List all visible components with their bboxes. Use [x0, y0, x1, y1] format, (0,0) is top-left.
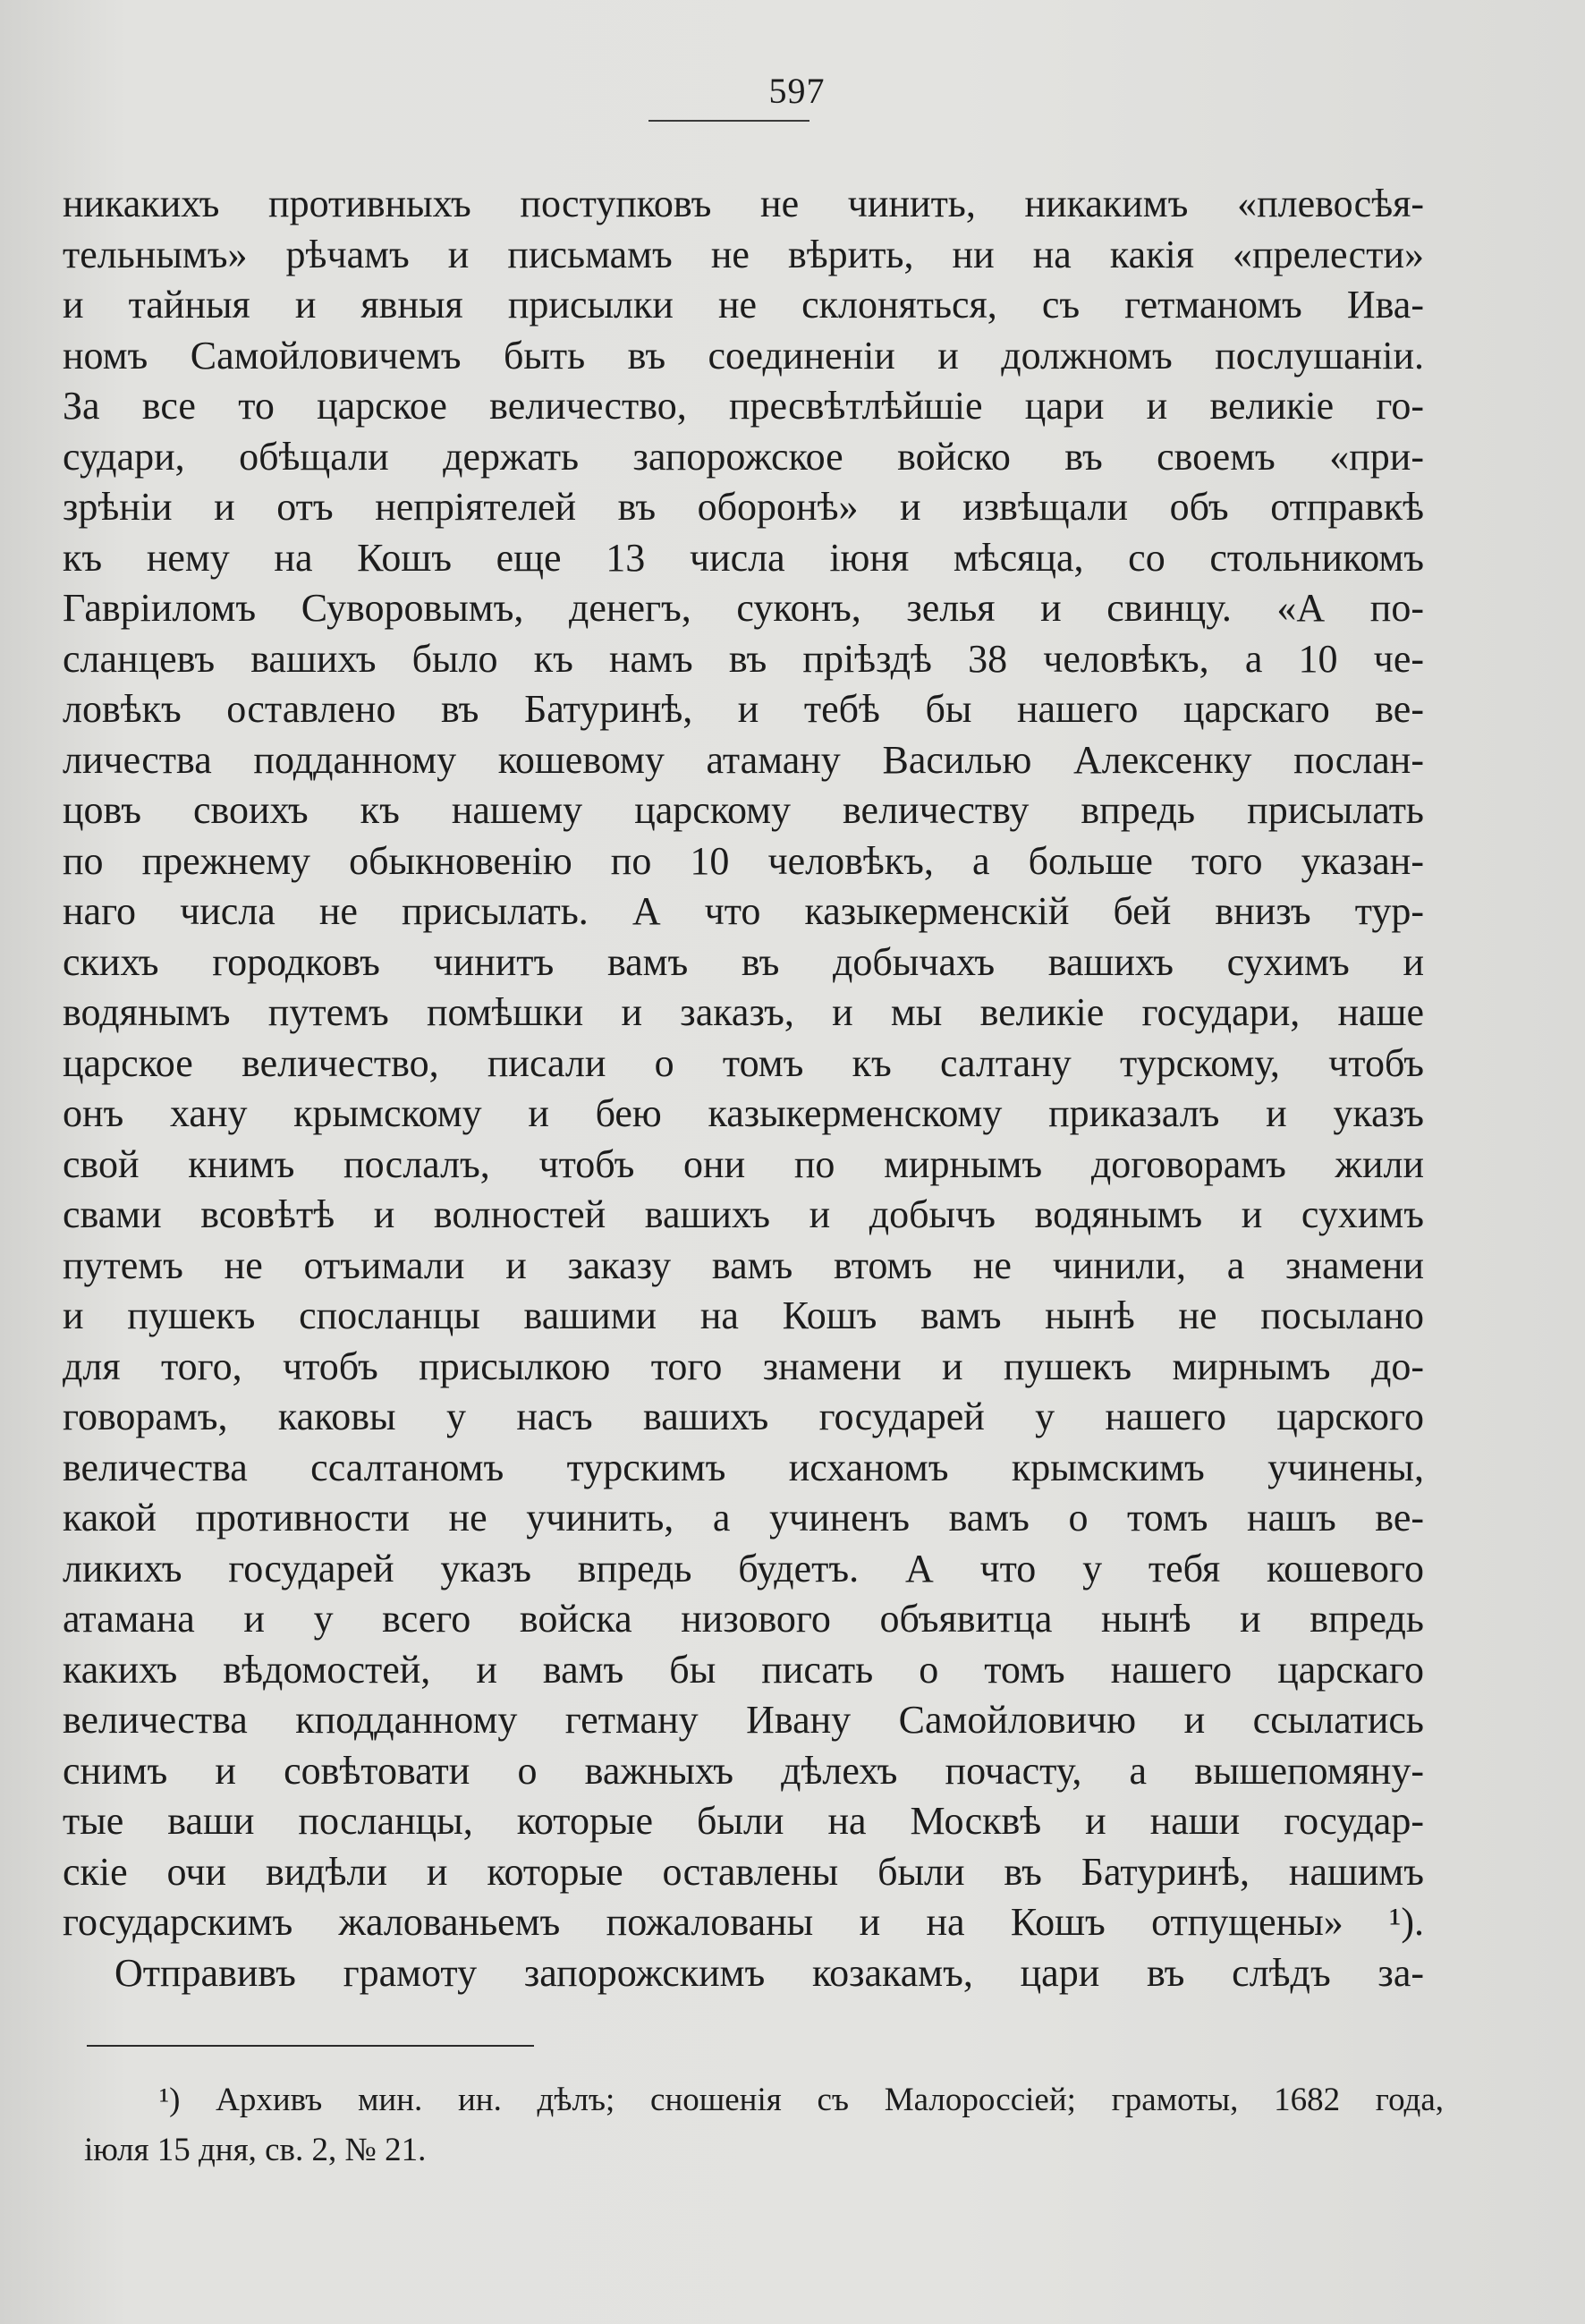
paragraph-start-line: Отправивъ грамоту запорожскимъ козакамъ, цари въ слѣдъ за-: [114, 1950, 1424, 1995]
text-line: величества кподданному гетману Ивану Самойловичю и ссылатись: [63, 1698, 1424, 1742]
text-line: скихъ городковъ чинитъ вамъ въ добычахъ вашихъ сухимъ и: [63, 939, 1424, 984]
text-line: судари, обѣщали держать запорожское войско въ своемъ «при-: [63, 434, 1424, 479]
text-line: онъ хану крымскому и бею казыкерменскому приказалъ и указъ: [63, 1091, 1424, 1135]
footnote-line: іюля 15 дня, св. 2, № 21.: [84, 2132, 427, 2168]
text-line: тельнымъ» рѣчамъ и письмамъ не вѣрить, ни на какія «прелести»: [63, 232, 1424, 276]
text-line: ловѣкъ оставлено въ Батуринѣ, и тебѣ бы нашего царскаго ве-: [63, 687, 1424, 731]
text-line: и пушекъ споcланцы вашими на Кошъ вамъ нынѣ не посылано: [63, 1293, 1424, 1337]
page-number-rule: [648, 120, 809, 122]
footnotes: [84, 2075, 1444, 2176]
text-line: по прежнему обыкновенію по 10 человѣкъ, а больше того указан-: [63, 838, 1424, 883]
text-line: величества ссалтаномъ турскимъ исханомъ крымскимъ учинены,: [63, 1445, 1424, 1489]
text-line: какихъ вѣдомостей, и вамъ бы писать о томъ нашего царскаго: [63, 1647, 1424, 1692]
text-line: Гавріиломъ Суворовымъ, денегъ, суконъ, зелья и свинцу. «А по-: [63, 586, 1424, 630]
text-line: государскимъ жалованьемъ пожалованы и на Кошъ отпущены» ¹).: [63, 1900, 1424, 1944]
text-line: свами всовѣтѣ и волностей вашихъ и добычъ водянымъ и сухимъ: [63, 1192, 1424, 1236]
footnote-separator: [87, 2045, 534, 2047]
text-line: номъ Самойловичемъ быть въ соединеніи и должномъ послушаніи.: [63, 333, 1424, 377]
text-line: За все то царское величество, пресвѣтлѣйшіе цари и великіе го-: [63, 384, 1424, 428]
text-line: никакихъ противныхъ поступковъ не чинить, никакимъ «плевосѣя-: [63, 182, 1424, 225]
text-line: личества подданному кошевому атаману Василью Алексенку послан-: [63, 737, 1424, 782]
text-line: ликихъ государей указъ впредь будетъ. А что у тебя кошевого: [63, 1546, 1424, 1590]
page-number: 597: [768, 71, 826, 111]
text-line: водянымъ путемъ помѣшки и заказъ, и мы великіе государи, наше: [63, 990, 1424, 1034]
text-line: сланцевъ вашихъ было къ намъ въ пріѣздѣ 38 человѣкъ, а 10 че-: [63, 636, 1424, 681]
text-line: атамана и у всего войска низового объявитца нынѣ и впредь: [63, 1597, 1424, 1641]
footnote-line: ¹) Архивъ мин. ин. дѣлъ; сношенія съ Малороссіей; грамоты, 1682 года,: [159, 2082, 1444, 2118]
text-line: путемъ не отъимали и заказу вамъ втомъ не чинили, а знамени: [63, 1243, 1424, 1287]
text-line: для того, чтобъ присылкою того знамени и пушекъ мирнымъ до-: [63, 1344, 1424, 1388]
text-line: свой книмъ послалъ, чтобъ они по мирнымъ договорамъ жили: [63, 1141, 1424, 1186]
text-line: зрѣніи и отъ непріятелей въ оборонѣ» и извѣщали объ отправкѣ: [63, 485, 1424, 529]
text-line: къ нему на Кошъ еще 13 числа іюня мѣсяца, со стольникомъ: [63, 535, 1424, 580]
text-line: наго числа не присылать. А что казыкерменскій бей внизъ тур-: [63, 889, 1424, 933]
body-text: [63, 179, 1424, 1998]
text-line: тые ваши посланцы, которые были на Москвѣ и наши государ-: [63, 1799, 1424, 1843]
text-line: и тайныя и явныя присылки не склоняться, съ гетманомъ Ива-: [63, 283, 1424, 327]
text-line: царское величество, писали о томъ къ салтану турскому, чтобъ: [63, 1040, 1424, 1085]
text-line: скіе очи видѣли и которые оставлены были въ Батуринѣ, нашимъ: [63, 1849, 1424, 1894]
text-line: какой противности не учинить, а учиненъ вамъ о томъ нашъ ве-: [63, 1496, 1424, 1539]
text-line: снимъ и совѣтовати о важныхъ дѣлехъ почасту, а вышепомяну-: [63, 1748, 1424, 1793]
text-line: цовъ своихъ къ нашему царскому величеству впредь присылать: [63, 788, 1424, 832]
text-line: говорамъ, каковы у насъ вашихъ государей у нашего царского: [63, 1395, 1424, 1438]
